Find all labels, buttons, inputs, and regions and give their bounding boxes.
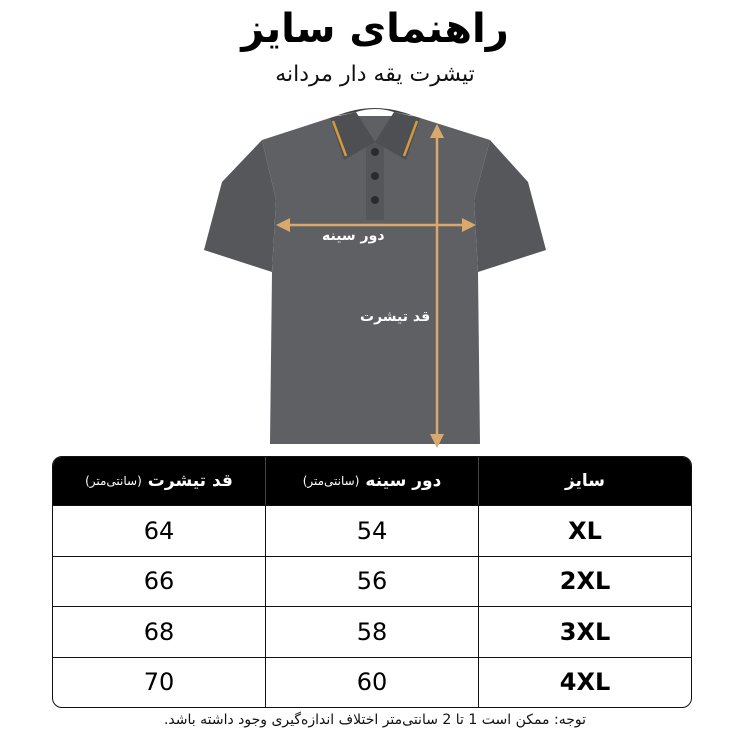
size-cell: 3XL	[478, 607, 691, 657]
size-cell: 4XL	[478, 658, 691, 708]
left-sleeve	[204, 140, 276, 272]
chest-cell: 58	[265, 607, 478, 657]
page-subtitle: تیشرت یقه دار مردانه	[275, 62, 475, 87]
length-cell: 64	[143, 516, 175, 545]
button-2	[371, 172, 379, 180]
page-title: راهنمای سایز	[241, 6, 509, 52]
table-row	[53, 556, 691, 607]
table-row	[53, 657, 691, 708]
size-cell: 2XL	[478, 557, 691, 607]
button-3	[371, 196, 379, 204]
size-table	[52, 456, 692, 708]
header-chest: دور سینه (سانتی‌متر)	[265, 457, 478, 505]
length-cell: 66	[143, 567, 175, 596]
length-cell: 70	[143, 668, 175, 697]
button-1	[371, 148, 379, 156]
table-row	[53, 505, 691, 556]
length-cell: 68	[143, 617, 175, 646]
table-row	[53, 606, 691, 657]
header-length: قد تیشرت (سانتی‌متر)	[85, 471, 233, 491]
right-sleeve	[474, 140, 546, 272]
chest-cell: 60	[265, 658, 478, 708]
chest-cell: 56	[265, 557, 478, 607]
size-cell: XL	[478, 506, 691, 556]
chest-measure-label: دور سینه	[322, 228, 385, 244]
chest-cell: 54	[265, 506, 478, 556]
measurement-note: توجه: ممکن است 1 تا 2 سانتی‌متر اختلاف اندازه‌گیری وجود داشته باشد.	[163, 712, 587, 728]
header-size: سایز	[478, 457, 691, 505]
length-measure-label: قد تیشرت	[360, 309, 431, 325]
table-header	[53, 457, 691, 505]
